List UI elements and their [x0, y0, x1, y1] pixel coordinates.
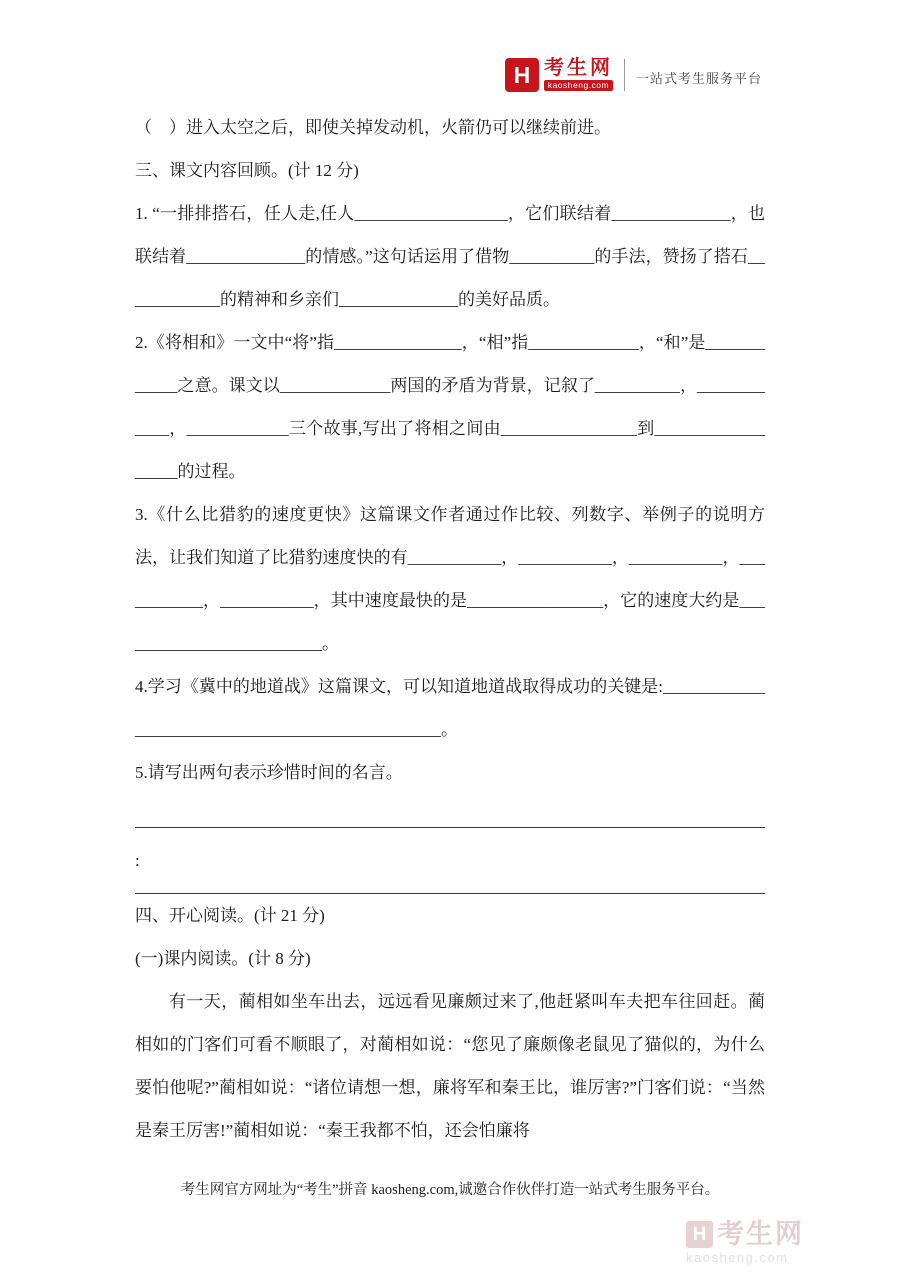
- site-header: [505, 58, 762, 92]
- reading-passage: 有一天，蔺相如坐车出去，远远看见廉颇过来了,他赶紧叫车夫把车往回赶。蔺相如的门客们可看不顺眼了，对蔺相如说：“您见了廉颇像老鼠见了猫似的，为什么要怕他呢?”蔺相如说：“诸位请想一想，廉将军和秦王比，谁厉害?”门客们说：“当然是秦王厉害!”蔺相如说：“秦王我都不怕，还会怕廉将: [135, 992, 765, 1140]
- watermark-row: [686, 1221, 804, 1248]
- true-false-item: （ ）进入太空之后，即使关掉发动机，火箭仍可以继续前进。: [135, 118, 611, 137]
- kaosheng-watermark: [686, 1221, 804, 1265]
- question-1: 1. “一排排搭石，任人走,任人__________________，它们联结着______________，也联结着______________的情感。”这句话运用了借物__________的手法，赞扬了搭石____________的精神和乡亲们______________的美好品质。: [135, 204, 765, 309]
- answer-colon: :: [135, 851, 140, 870]
- question-4: 4.学习《冀中的地道战》这篇课文，可以知道地道战取得成功的关键是:________________________________________________。: [135, 677, 765, 739]
- logo-text-stack: [544, 58, 613, 91]
- kaosheng-watermark-icon: H: [686, 1221, 713, 1248]
- question-5: 5.请写出两句表示珍惜时间的名言。: [135, 763, 403, 782]
- section-4-title: 四、开心阅读。(计 21 分): [135, 906, 325, 925]
- section-3-title: 三、课文内容回顾。(计 12 分): [135, 161, 359, 180]
- watermark-name: 考生网: [717, 1219, 804, 1249]
- answer-line: [135, 794, 765, 828]
- kaosheng-logo-icon: H: [505, 58, 539, 92]
- answer-line: [135, 828, 765, 894]
- page-footer: 考生网官方网址为“考生”拼音 kaosheng.com,诚邀合作伙伴打造一站式考生服务平台。: [180, 1182, 720, 1198]
- logo-name: 考生网: [543, 57, 613, 79]
- kaosheng-logo: [505, 58, 613, 92]
- watermark-domain: kaosheng.com: [686, 1250, 789, 1265]
- logo-domain: kaosheng.com: [544, 80, 613, 91]
- header-divider: [624, 59, 625, 91]
- question-2: 2.《将相和》一文中“将”指_______________，“相”指_____________，“和”是____________之意。课文以_____________两国的矛盾为背景，记叙了__________，____________，____________三个故事,写出了将相之间由________________到__________________的过程。: [135, 333, 765, 481]
- section-4-subtitle: (一)课内阅读。(计 8 分): [135, 949, 311, 968]
- exam-content: [135, 106, 765, 1152]
- header-tagline: 一站式考生服务平台: [635, 71, 762, 86]
- question-3: 3.《什么比猎豹的速度更快》这篇课文作者通过作比较、列数字、举例子的说明方法，让我们知道了比猎豹速度快的有___________，___________，___________，___________，___________，其中速度最快的是________________，它的速度大约是_________________________。: [135, 505, 765, 653]
